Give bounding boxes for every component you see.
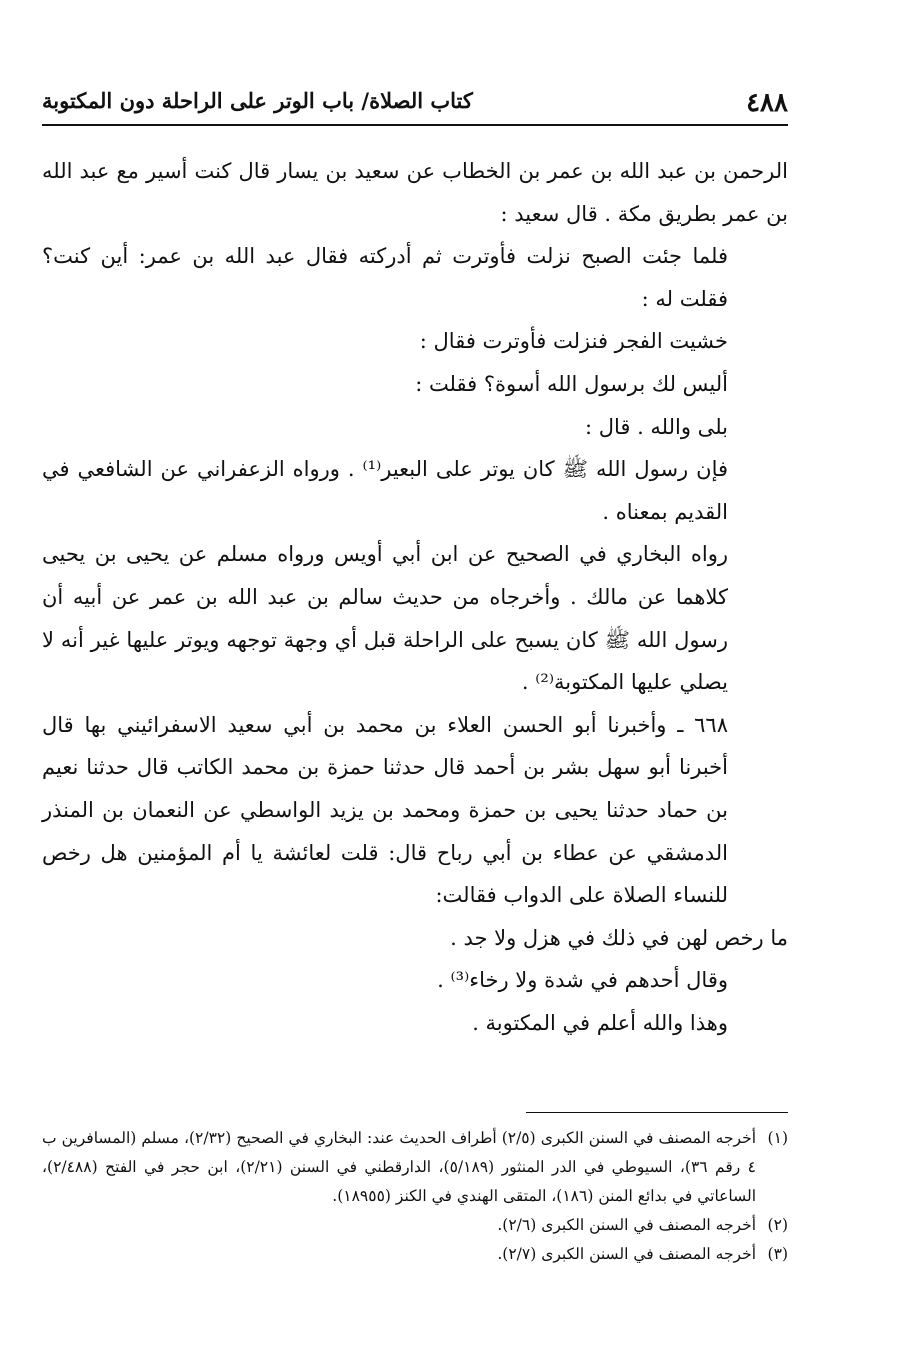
footnote-number: (١): [767, 1129, 788, 1147]
main-text: [42, 150, 788, 1044]
footnote: [42, 1124, 788, 1211]
paragraph: ما رخص لهن في ذلك في هزل ولا جد .: [450, 925, 788, 950]
paragraph: رواه البخاري في الصحيح عن ابن أبي أويس ورواه مسلم عن يحيى بن يحيى كلاهما عن مالك . وأخرجاه من حديث سالم بن عبد الله بن عمر عن أبيه أن رسول الله ﷺ كان يسبح على الراحلة قبل أي وجهة توجهه ويوتر عليها غير أنه لا يصلي عليها المكتوبة⁽²⁾ .: [42, 542, 728, 695]
page-header: [42, 84, 788, 126]
footnote: [42, 1240, 788, 1269]
paragraph: بلى والله . قال :: [584, 414, 728, 439]
page-number: ٤٨٨: [746, 88, 788, 118]
footnote-text: أخرجه المصنف في السنن الكبرى (٢/٥) أطراف الحديث عند: البخاري في الصحيح (٢/٣٢)، مسلم (المسافرين ب ٤ رقم ٣٦)، السيوطي في الدر المنثور (٥/١٨٩)، الدارقطني في السنن (٢/٢١)، ابن حجر في الفتح (٢/٤٨٨)، الساعاتي في بدائع المنن (١٨٦)، المتقى الهندي في الكنز (١٨٩٥٥).: [42, 1129, 756, 1205]
footnote-text: أخرجه المصنف في السنن الكبرى (٢/٧).: [497, 1245, 756, 1263]
footnote-number: (٢): [767, 1216, 788, 1234]
paragraph: فلما جئت الصبح نزلت فأوترت ثم أدركته فقال عبد الله بن عمر: أين كنت؟ فقلت له :: [42, 244, 728, 311]
footnotes: [42, 1124, 788, 1269]
paragraph: وهذا والله أعلم في المكتوبة .: [472, 1010, 728, 1035]
paragraph: فإن رسول الله ﷺ كان يوتر على البعير⁽¹⁾ . ورواه الزعفراني عن الشافعي في القديم بمعناه .: [42, 457, 729, 524]
running-title: كتاب الصلاة/ باب الوتر على الراحلة دون المكتوبة: [42, 88, 473, 113]
footnote-divider: [526, 1112, 788, 1113]
paragraph: الرحمن بن عبد الله بن عمر بن الخطاب عن سعيد بن يسار قال كنت أسير مع عبد الله بن عمر بطريق مكة . قال سعيد :: [42, 159, 788, 226]
paragraph: خشيت الفجر فنزلت فأوترت فقال :: [419, 329, 728, 354]
hadith-paragraph: ٦٦٨ ـ وأخبرنا أبو الحسن العلاء بن محمد بن أبي سعيد الاسفرائيني بها قال أخبرنا أبو سهل بشر بن أحمد قال حدثنا حمزة بن محمد الكاتب قال حدثنا نعيم بن حماد حدثنا يحيى بن حمزة ومحمد بن يزيد الواسطي عن النعمان بن المنذر الدمشقي عن عطاء بن أبي رباح قال: قلت لعائشة يا أم المؤمنين هل رخص للنساء الصلاة على الدواب فقالت:: [42, 712, 728, 908]
footnote-text: أخرجه المصنف في السنن الكبرى (٢/٦).: [497, 1216, 756, 1234]
paragraph: وقال أحدهم في شدة ولا رخاء⁽³⁾ .: [437, 968, 728, 993]
footnote: [42, 1211, 788, 1240]
footnote-number: (٣): [767, 1245, 788, 1263]
paragraph: أليس لك برسول الله أسوة؟ فقلت :: [415, 371, 728, 396]
